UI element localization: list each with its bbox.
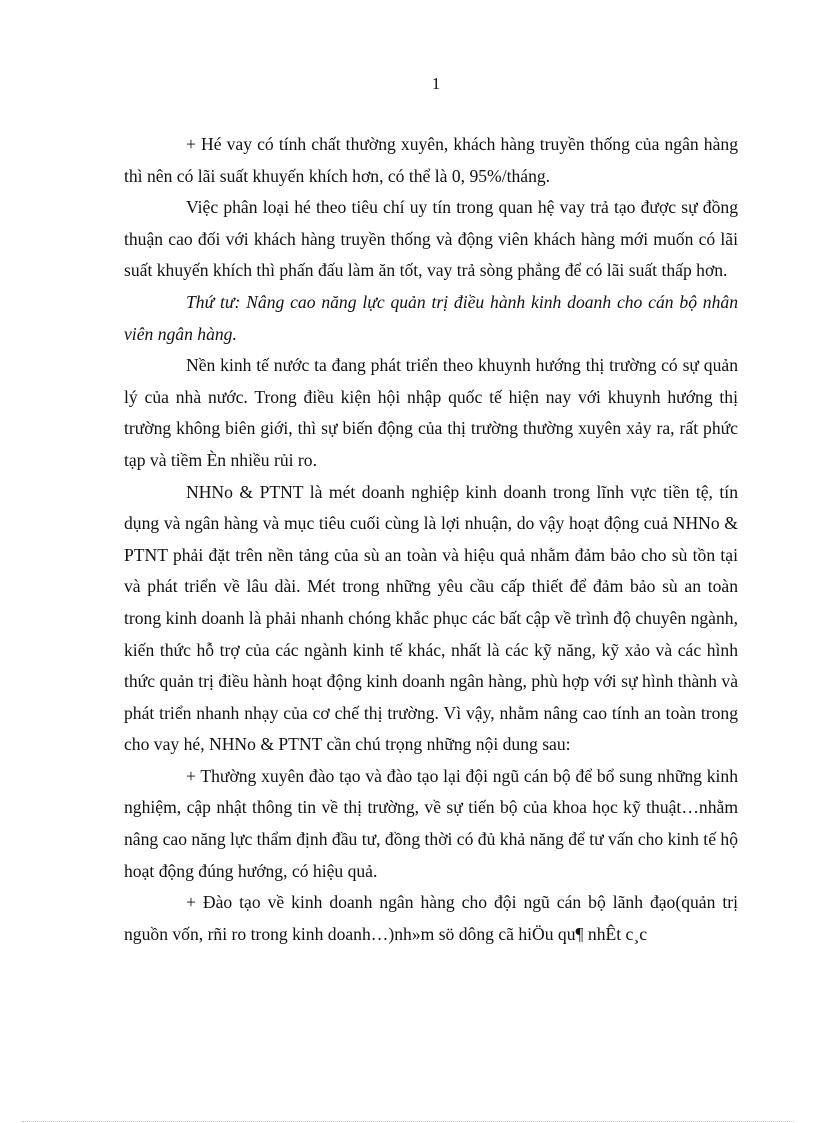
- paragraph-fourth-heading: Thứ tư: Nâng cao năng lực quản trị điều hành kinh doanh cho cán bộ nhân viên ngân hàng.: [124, 291, 738, 344]
- paragraph-training: + Thường xuyên đào tạo và đào tạo lại đội ngũ cán bộ để bổ sung những kinh nghiệm, cập nhật thông tin về thị trường, về sự tiến bộ của khoa học kỹ thuật…nhằm nâng cao năng lực thẩm định đầu tư, đồng thời có đủ khả năng để tư vấn cho kinh tế hộ hoạt động đúng hướng, có hiệu quả.: [124, 765, 738, 881]
- paragraph-leadership-training: + Đào tạo về kinh doanh ngân hàng cho đội ngũ cán bộ lãnh đạo(quản trị nguồn vốn, rñi ro trong kinh doanh…)nh»m sö dông cã hiÖu qu¶ nhÊt c¸c: [124, 892, 738, 944]
- paragraph-loan-interest: + Hé vay có tính chất thường xuyên, khách hàng truyền thống của ngân hàng thì nên có lãi suất khuyến khích hơn, có thể là 0, 95%/tháng.: [124, 134, 738, 186]
- paragraph-economy: Nền kinh tế nước ta đang phát triển theo khuynh hướng thị trường có sự quản lý của nhà nước. Trong điều kiện hội nhập quốc tế hiện nay với khuynh hướng thị trường không biên giới, thì sự biến động của thị trường thường xuyên xảy ra, rất phức tạp và tiềm Èn nhiều rủi ro.: [124, 355, 738, 470]
- paragraph-classification: Việc phân loại hé theo tiêu chí uy tín trong quan hệ vay trả tạo được sự đồng thuận cao đối với khách hàng truyền thống và động viên khách hàng mới muốn có lãi suất khuyến khích thì phấn đấu làm ăn tốt, vay trả sòng phẳng để có lãi suất thấp hơn.: [124, 197, 738, 281]
- paragraph-nhno-ptnt: NHNo & PTNT là mét doanh nghiệp kinh doanh trong lĩnh vực tiền tệ, tín dụng và ngân hàng và mục tiêu cuối cùng là lợi nhuận, do vậy hoạt động cuả NHNo & PTNT phải đặt trên nền tảng của sù an toàn và hiệu quả nhằm đảm bảo cho sù tồn tại và phát triển về lâu dài. Mét trong những yêu cầu cấp thiết để đảm bảo sù an toàn trong kinh doanh là phải nhanh chóng khắc phục các bất cập về trình độ chuyên ngành, kiến thức hỗ trợ của các ngành kinh tế khác, nhất là các kỹ năng, kỹ xảo và các hình thức quản trị điều hành hoạt động kinh doanh ngân hàng, phù hợp với sự hình thành và phát triển nhanh nhạy của cơ chế thị trường. Vì vậy, nhằm nâng cao tính an toàn trong cho vay hé, NHNo & PTNT cần chú trọng những nội dung sau:: [124, 481, 738, 755]
- page-bottom-divider: [22, 1121, 794, 1122]
- page-number: 1: [431, 74, 441, 93]
- body-text: [124, 129, 738, 950]
